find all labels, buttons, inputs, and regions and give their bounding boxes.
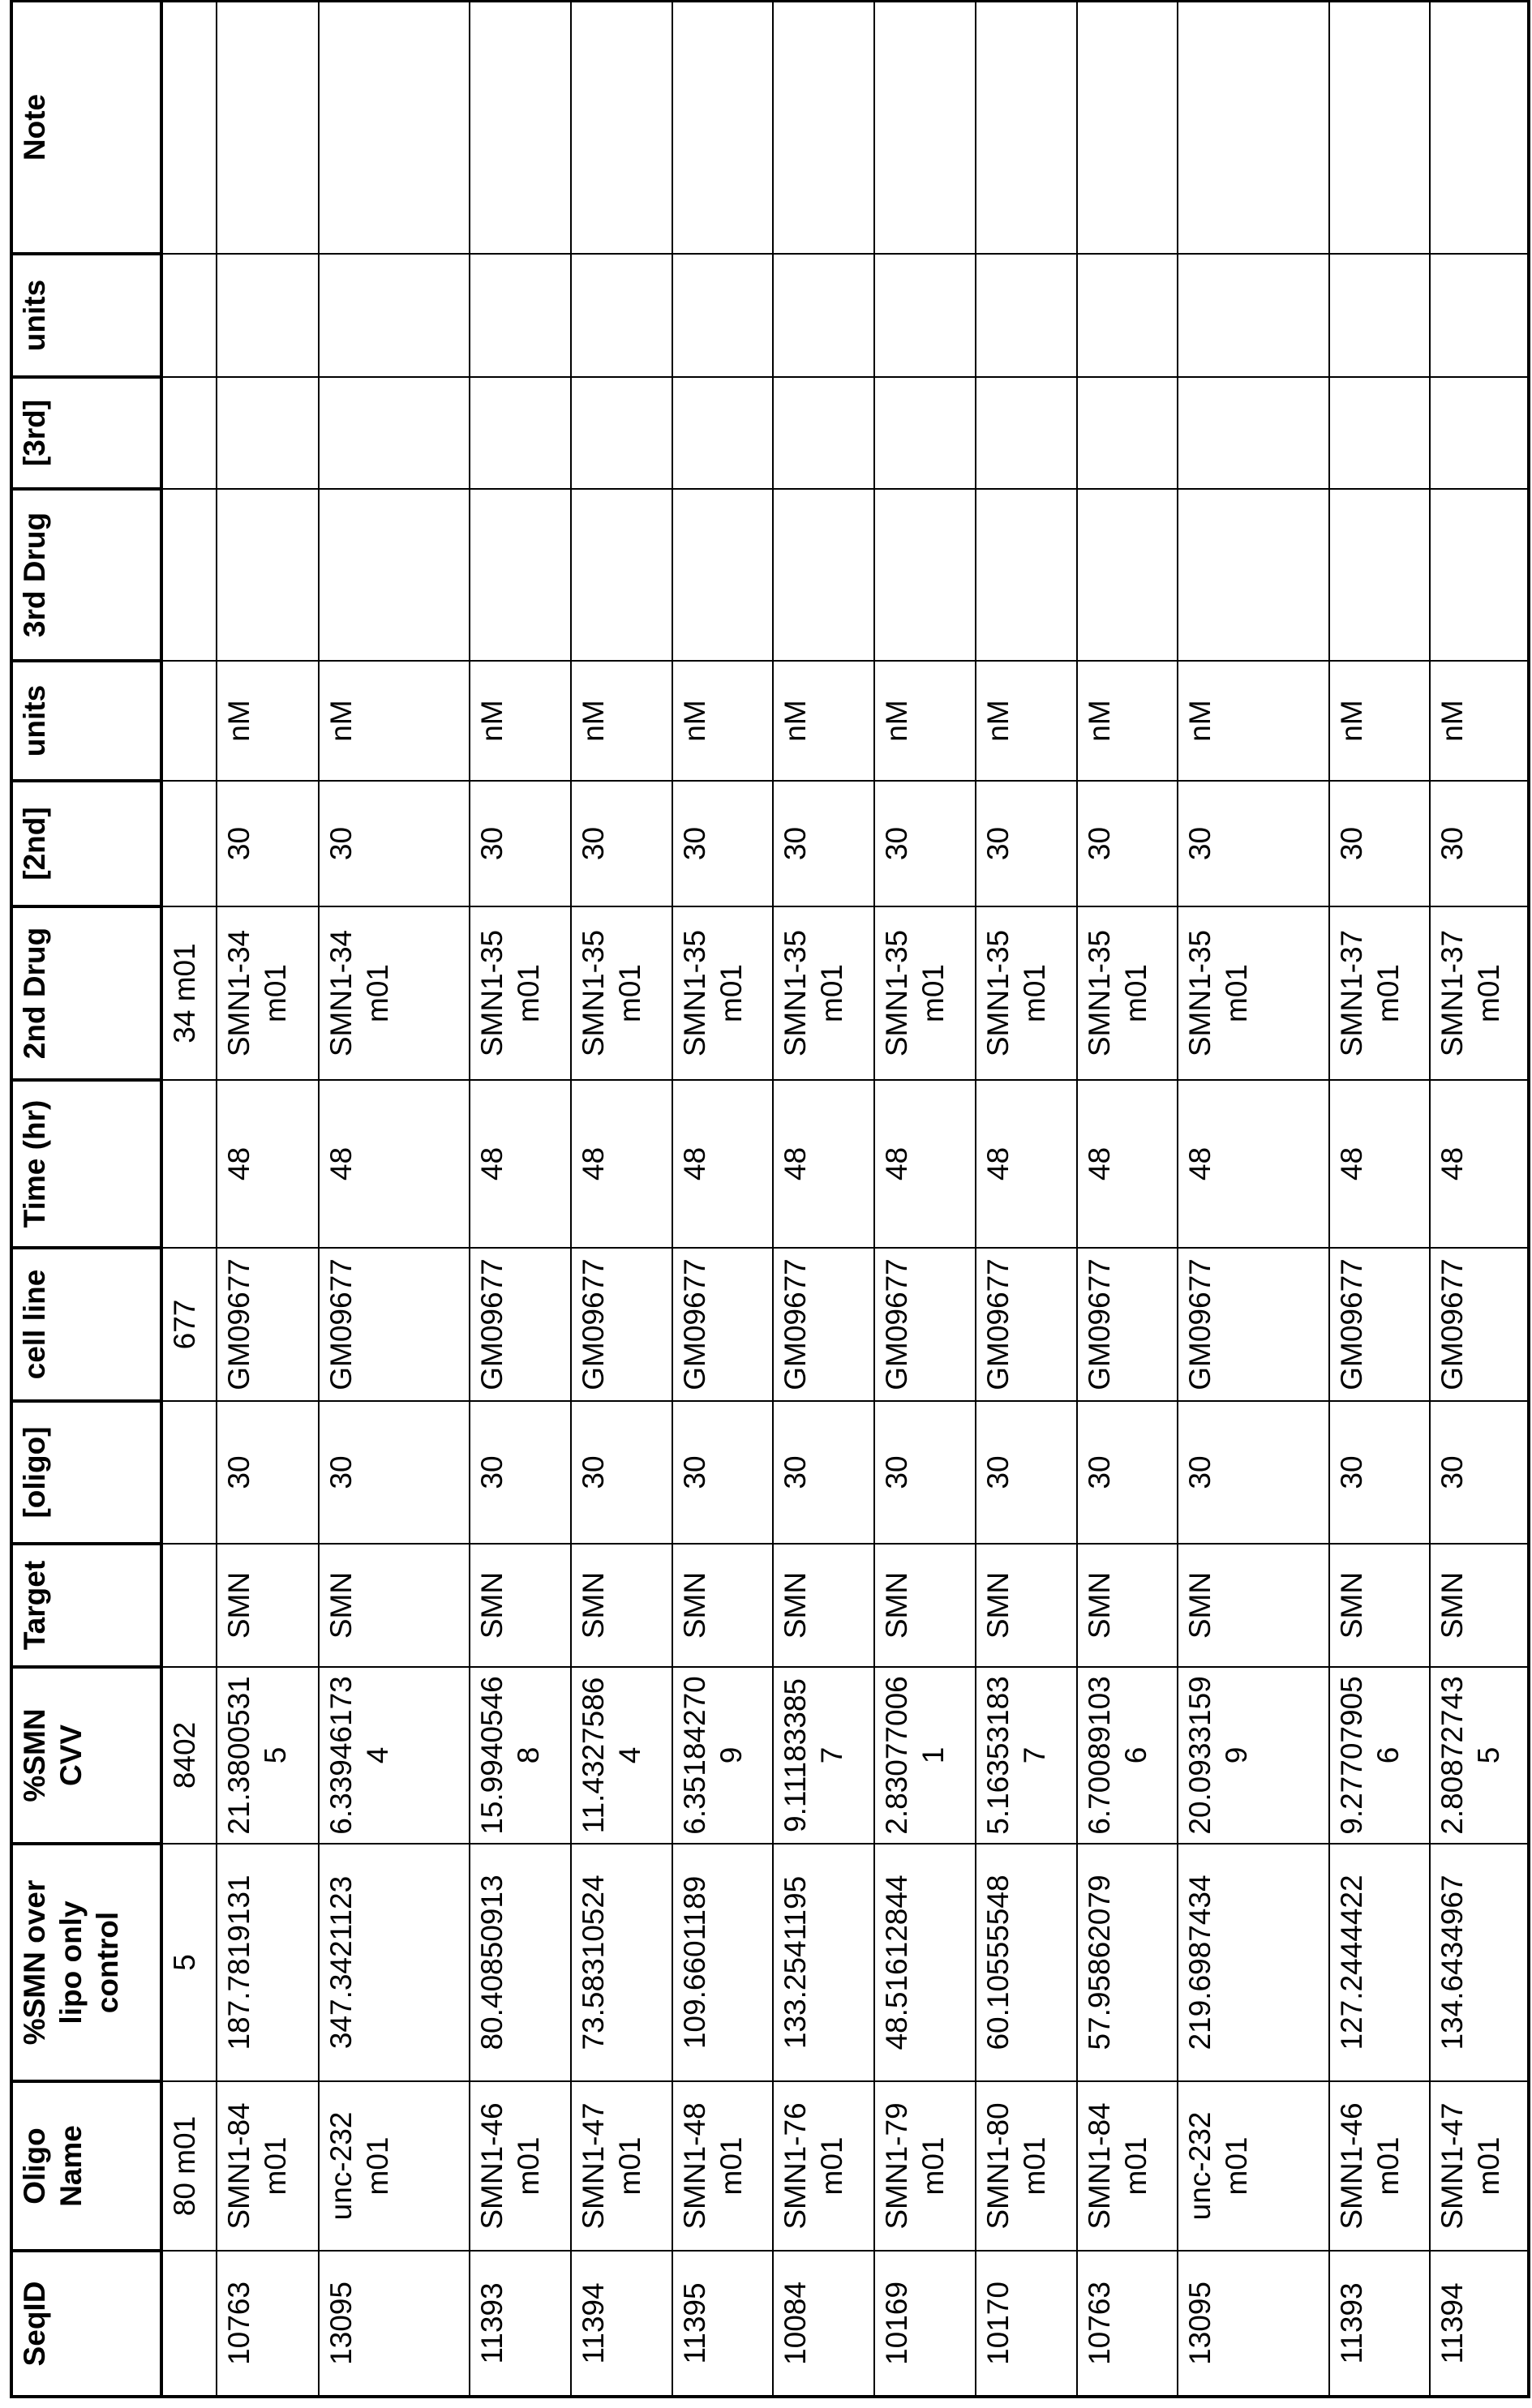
table-cell: SMN1-80 m01 (976, 2081, 1077, 2251)
table-cell: 10169 (874, 2251, 976, 2397)
table-cell: 48.51612844 (874, 1844, 976, 2081)
table-cell: GM09677 (571, 1248, 672, 1401)
table-cell: 2.830770061 (874, 1667, 976, 1844)
table-cell: 9.111833857 (773, 1667, 874, 1844)
table-cell: SMN (1077, 1544, 1178, 1667)
table-row (976, 1, 1077, 2397)
table-cell: 187.7819131 (217, 1844, 319, 2081)
table-cell: 21.38005315 (217, 1667, 319, 1844)
table-cell: 11394 (1430, 2251, 1529, 2397)
table-cell: 6.339461734 (319, 1667, 470, 1844)
table-cell: nM (1430, 661, 1529, 781)
table-cell: 30 (1329, 1401, 1430, 1544)
table-cell (319, 254, 470, 377)
table-cell: nM (1329, 661, 1430, 781)
table-cell: unc-232 m01 (319, 2081, 470, 2251)
table-cell: 30 (874, 781, 976, 906)
table-cell: SMN1-47 m01 (571, 2081, 672, 2251)
table-cell (161, 377, 217, 489)
table-cell (1178, 489, 1329, 661)
table-cell: SMN (571, 1544, 672, 1667)
column-header: [3rd] (11, 377, 161, 489)
table-cell: 11393 (470, 2251, 571, 2397)
column-header: SeqID (11, 2251, 161, 2397)
table-cell: SMN (217, 1544, 319, 1667)
table-cell (1430, 377, 1529, 489)
table-cell (161, 489, 217, 661)
table-cell: SMN1-35 m01 (470, 906, 571, 1080)
table-row (470, 1, 571, 2397)
table-row (1077, 1, 1178, 2397)
table-cell: 30 (571, 781, 672, 906)
table-cell: SMN1-46 m01 (1329, 2081, 1430, 2251)
table-row (672, 1, 773, 2397)
table-cell: 11393 (1329, 2251, 1430, 2397)
rotated-table-page (10, 2, 1527, 2398)
data-table (10, 0, 1530, 2398)
table-cell: nM (319, 661, 470, 781)
table-cell (874, 489, 976, 661)
table-cell: nM (1077, 661, 1178, 781)
table-cell: 13095 (319, 2251, 470, 2397)
table-cell: 30 (672, 1401, 773, 1544)
table-cell: 30 (470, 781, 571, 906)
table-cell: 48 (874, 1080, 976, 1248)
table-cell: SMN (1329, 1544, 1430, 1667)
table-cell (319, 377, 470, 489)
table-cell: GM09677 (470, 1248, 571, 1401)
table-cell (976, 377, 1077, 489)
table-cell (672, 377, 773, 489)
table-cell: 11.43275864 (571, 1667, 672, 1844)
table-cell (874, 254, 976, 377)
table-cell: 48 (672, 1080, 773, 1248)
table-cell: 48 (319, 1080, 470, 1248)
table-cell (217, 254, 319, 377)
table-cell (1430, 1, 1529, 254)
table-cell: SMN (319, 1544, 470, 1667)
table-cell: 10170 (976, 2251, 1077, 2397)
table-cell (571, 489, 672, 661)
table-row (1430, 1, 1529, 2397)
table-row (1329, 1, 1430, 2397)
table-cell: 11394 (571, 2251, 672, 2397)
table-cell: nM (217, 661, 319, 781)
table-cell: nM (773, 661, 874, 781)
table-cell: 48 (571, 1080, 672, 1248)
table-cell: GM09677 (1178, 1248, 1329, 1401)
table-cell: 30 (672, 781, 773, 906)
table-cell: SMN (1178, 1544, 1329, 1667)
table-cell (672, 489, 773, 661)
table-cell: 15.99405468 (470, 1667, 571, 1844)
table-cell (161, 781, 217, 906)
table-cell: 5 (161, 1844, 217, 2081)
table-cell (161, 254, 217, 377)
table-cell: 30 (1077, 1401, 1178, 1544)
table-cell: 5.163531837 (976, 1667, 1077, 1844)
table-cell (571, 254, 672, 377)
column-header: Note (11, 1, 161, 254)
column-header: Target (11, 1544, 161, 1667)
table-cell: 57.95862079 (1077, 1844, 1178, 2081)
table-cell: 30 (773, 781, 874, 906)
table-cell (1329, 377, 1430, 489)
table-cell: 30 (773, 1401, 874, 1544)
table-cell: 6.351842709 (672, 1667, 773, 1844)
table-row (874, 1, 976, 2397)
table-cell: 30 (976, 781, 1077, 906)
table-cell (874, 1, 976, 254)
table-cell: nM (470, 661, 571, 781)
table-cell: 127.2444422 (1329, 1844, 1430, 2081)
table-cell: GM09677 (1430, 1248, 1529, 1401)
column-header: units (11, 661, 161, 781)
table-cell: 13095 (1178, 2251, 1329, 2397)
table-cell: unc-232 m01 (1178, 2081, 1329, 2251)
table-cell: 80 m01 (161, 2081, 217, 2251)
table-cell: 133.2541195 (773, 1844, 874, 2081)
table-cell: 10763 (217, 2251, 319, 2397)
table-row (319, 1, 470, 2397)
table-cell (1430, 254, 1529, 377)
table-cell: 48 (470, 1080, 571, 1248)
table-cell: 30 (1178, 781, 1329, 906)
table-cell (161, 661, 217, 781)
table-cell: SMN (773, 1544, 874, 1667)
table-cell: 80.40850913 (470, 1844, 571, 2081)
table-cell (1430, 489, 1529, 661)
table-cell: GM09677 (976, 1248, 1077, 1401)
table-cell: SMN1-46 m01 (470, 2081, 571, 2251)
table-cell: SMN1-35 m01 (672, 906, 773, 1080)
table-cell (773, 489, 874, 661)
table-cell (976, 1, 1077, 254)
table-cell: 48 (1077, 1080, 1178, 1248)
table-cell: 30 (1077, 781, 1178, 906)
table-cell: SMN1-37 m01 (1430, 906, 1529, 1080)
column-header: [2nd] (11, 781, 161, 906)
table-cell: 30 (874, 1401, 976, 1544)
table-cell: 10084 (773, 2251, 874, 2397)
column-header: [oligo] (11, 1401, 161, 1544)
table-cell (470, 1, 571, 254)
table-cell (874, 377, 976, 489)
table-cell: SMN (976, 1544, 1077, 1667)
table-cell: 219.6987434 (1178, 1844, 1329, 2081)
table-cell: 109.6601189 (672, 1844, 773, 2081)
table-cell: 30 (319, 1401, 470, 1544)
table-cell: SMN1-37 m01 (1329, 906, 1430, 1080)
table-cell (1178, 1, 1329, 254)
header-row (11, 1, 161, 2397)
table-cell: SMN1-35 m01 (976, 906, 1077, 1080)
table-cell: nM (672, 661, 773, 781)
table-cell (1077, 489, 1178, 661)
table-cell: SMN1-84 m01 (217, 2081, 319, 2251)
column-header: %SMN CVV (11, 1667, 161, 1844)
table-cell: 60.10555548 (976, 1844, 1077, 2081)
table-cell (672, 1, 773, 254)
table-cell (1329, 254, 1430, 377)
table-cell: 73.58310524 (571, 1844, 672, 2081)
table-cell: nM (874, 661, 976, 781)
table-cell: 134.6434967 (1430, 1844, 1529, 2081)
table-cell: GM09677 (1077, 1248, 1178, 1401)
table-cell (773, 377, 874, 489)
table-cell (1077, 254, 1178, 377)
table-cell: 34 m01 (161, 906, 217, 1080)
table-cell: SMN1-35 m01 (874, 906, 976, 1080)
table-cell (217, 1, 319, 254)
table-cell (1329, 489, 1430, 661)
table-cell: 48 (217, 1080, 319, 1248)
table-cell (319, 1, 470, 254)
table-cell (672, 254, 773, 377)
table-cell: 48 (773, 1080, 874, 1248)
table-cell (1178, 254, 1329, 377)
table-cell: SMN (1430, 1544, 1529, 1667)
table-cell (161, 1080, 217, 1248)
table-cell: 9.277079056 (1329, 1667, 1430, 1844)
table-cell: 20.09331599 (1178, 1667, 1329, 1844)
table-cell: 30 (470, 1401, 571, 1544)
table-cell: 30 (1329, 781, 1430, 906)
table-cell (470, 377, 571, 489)
table-cell (161, 1544, 217, 1667)
table-cell: GM09677 (874, 1248, 976, 1401)
column-header: Oligo Name (11, 2081, 161, 2251)
table-cell (1077, 1, 1178, 254)
table-cell: GM09677 (773, 1248, 874, 1401)
table-cell: SMN1-84 m01 (1077, 2081, 1178, 2251)
table-cell: SMN1-34 m01 (319, 906, 470, 1080)
column-header: cell line (11, 1248, 161, 1401)
table-cell (976, 254, 1077, 377)
table-cell: GM09677 (1329, 1248, 1430, 1401)
table-cell: 677 (161, 1248, 217, 1401)
table-cell: 30 (1430, 781, 1529, 906)
table-row (161, 1, 217, 2397)
table-cell: SMN (470, 1544, 571, 1667)
table-cell: 10763 (1077, 2251, 1178, 2397)
table-cell: SMN1-34 m01 (217, 906, 319, 1080)
table-cell: SMN1-79 m01 (874, 2081, 976, 2251)
table-cell: GM09677 (672, 1248, 773, 1401)
table-cell: 347.3421123 (319, 1844, 470, 2081)
table-cell (470, 254, 571, 377)
table-cell: 30 (217, 781, 319, 906)
table-cell: GM09677 (319, 1248, 470, 1401)
table-cell: 48 (1430, 1080, 1529, 1248)
column-header: 2nd Drug (11, 906, 161, 1080)
table-cell (161, 2251, 217, 2397)
table-row (1178, 1, 1329, 2397)
table-cell: 48 (976, 1080, 1077, 1248)
table-cell: SMN1-48 m01 (672, 2081, 773, 2251)
table-row (773, 1, 874, 2397)
table-cell (1178, 377, 1329, 489)
table-cell (1077, 377, 1178, 489)
column-header: 3rd Drug (11, 489, 161, 661)
table-cell: nM (1178, 661, 1329, 781)
table-cell (571, 377, 672, 489)
table-cell: SMN1-35 m01 (1077, 906, 1178, 1080)
table-cell (571, 1, 672, 254)
table-cell (161, 1401, 217, 1544)
table-cell: SMN1-76 m01 (773, 2081, 874, 2251)
table-cell (1329, 1, 1430, 254)
table-cell: 30 (1430, 1401, 1529, 1544)
column-header: Time (hr) (11, 1080, 161, 1248)
table-cell (773, 254, 874, 377)
table-cell: SMN (672, 1544, 773, 1667)
table-cell: 11395 (672, 2251, 773, 2397)
table-cell (773, 1, 874, 254)
table-cell: 6.700891036 (1077, 1667, 1178, 1844)
table-cell (217, 489, 319, 661)
table-cell (161, 1, 217, 254)
table-cell: GM09677 (217, 1248, 319, 1401)
table-cell: SMN1-47 m01 (1430, 2081, 1529, 2251)
column-header: %SMN over lipo only control (11, 1844, 161, 2081)
table-cell: 8402 (161, 1667, 217, 1844)
table-cell (976, 489, 1077, 661)
table-cell: SMN1-35 m01 (571, 906, 672, 1080)
table-row (571, 1, 672, 2397)
column-header: units (11, 254, 161, 377)
table-row (217, 1, 319, 2397)
table-cell: nM (571, 661, 672, 781)
table-cell (217, 377, 319, 489)
table-cell: 48 (1178, 1080, 1329, 1248)
table-cell: 48 (1329, 1080, 1430, 1248)
table-cell (470, 489, 571, 661)
table-cell: 2.808727435 (1430, 1667, 1529, 1844)
table-cell (319, 489, 470, 661)
table-cell: 30 (571, 1401, 672, 1544)
table-cell: 30 (319, 781, 470, 906)
table-cell: 30 (217, 1401, 319, 1544)
table-cell: SMN1-35 m01 (1178, 906, 1329, 1080)
table-cell: 30 (976, 1401, 1077, 1544)
table-cell: nM (976, 661, 1077, 781)
table-cell: SMN1-35 m01 (773, 906, 874, 1080)
table-cell: SMN (874, 1544, 976, 1667)
table-cell: 30 (1178, 1401, 1329, 1544)
